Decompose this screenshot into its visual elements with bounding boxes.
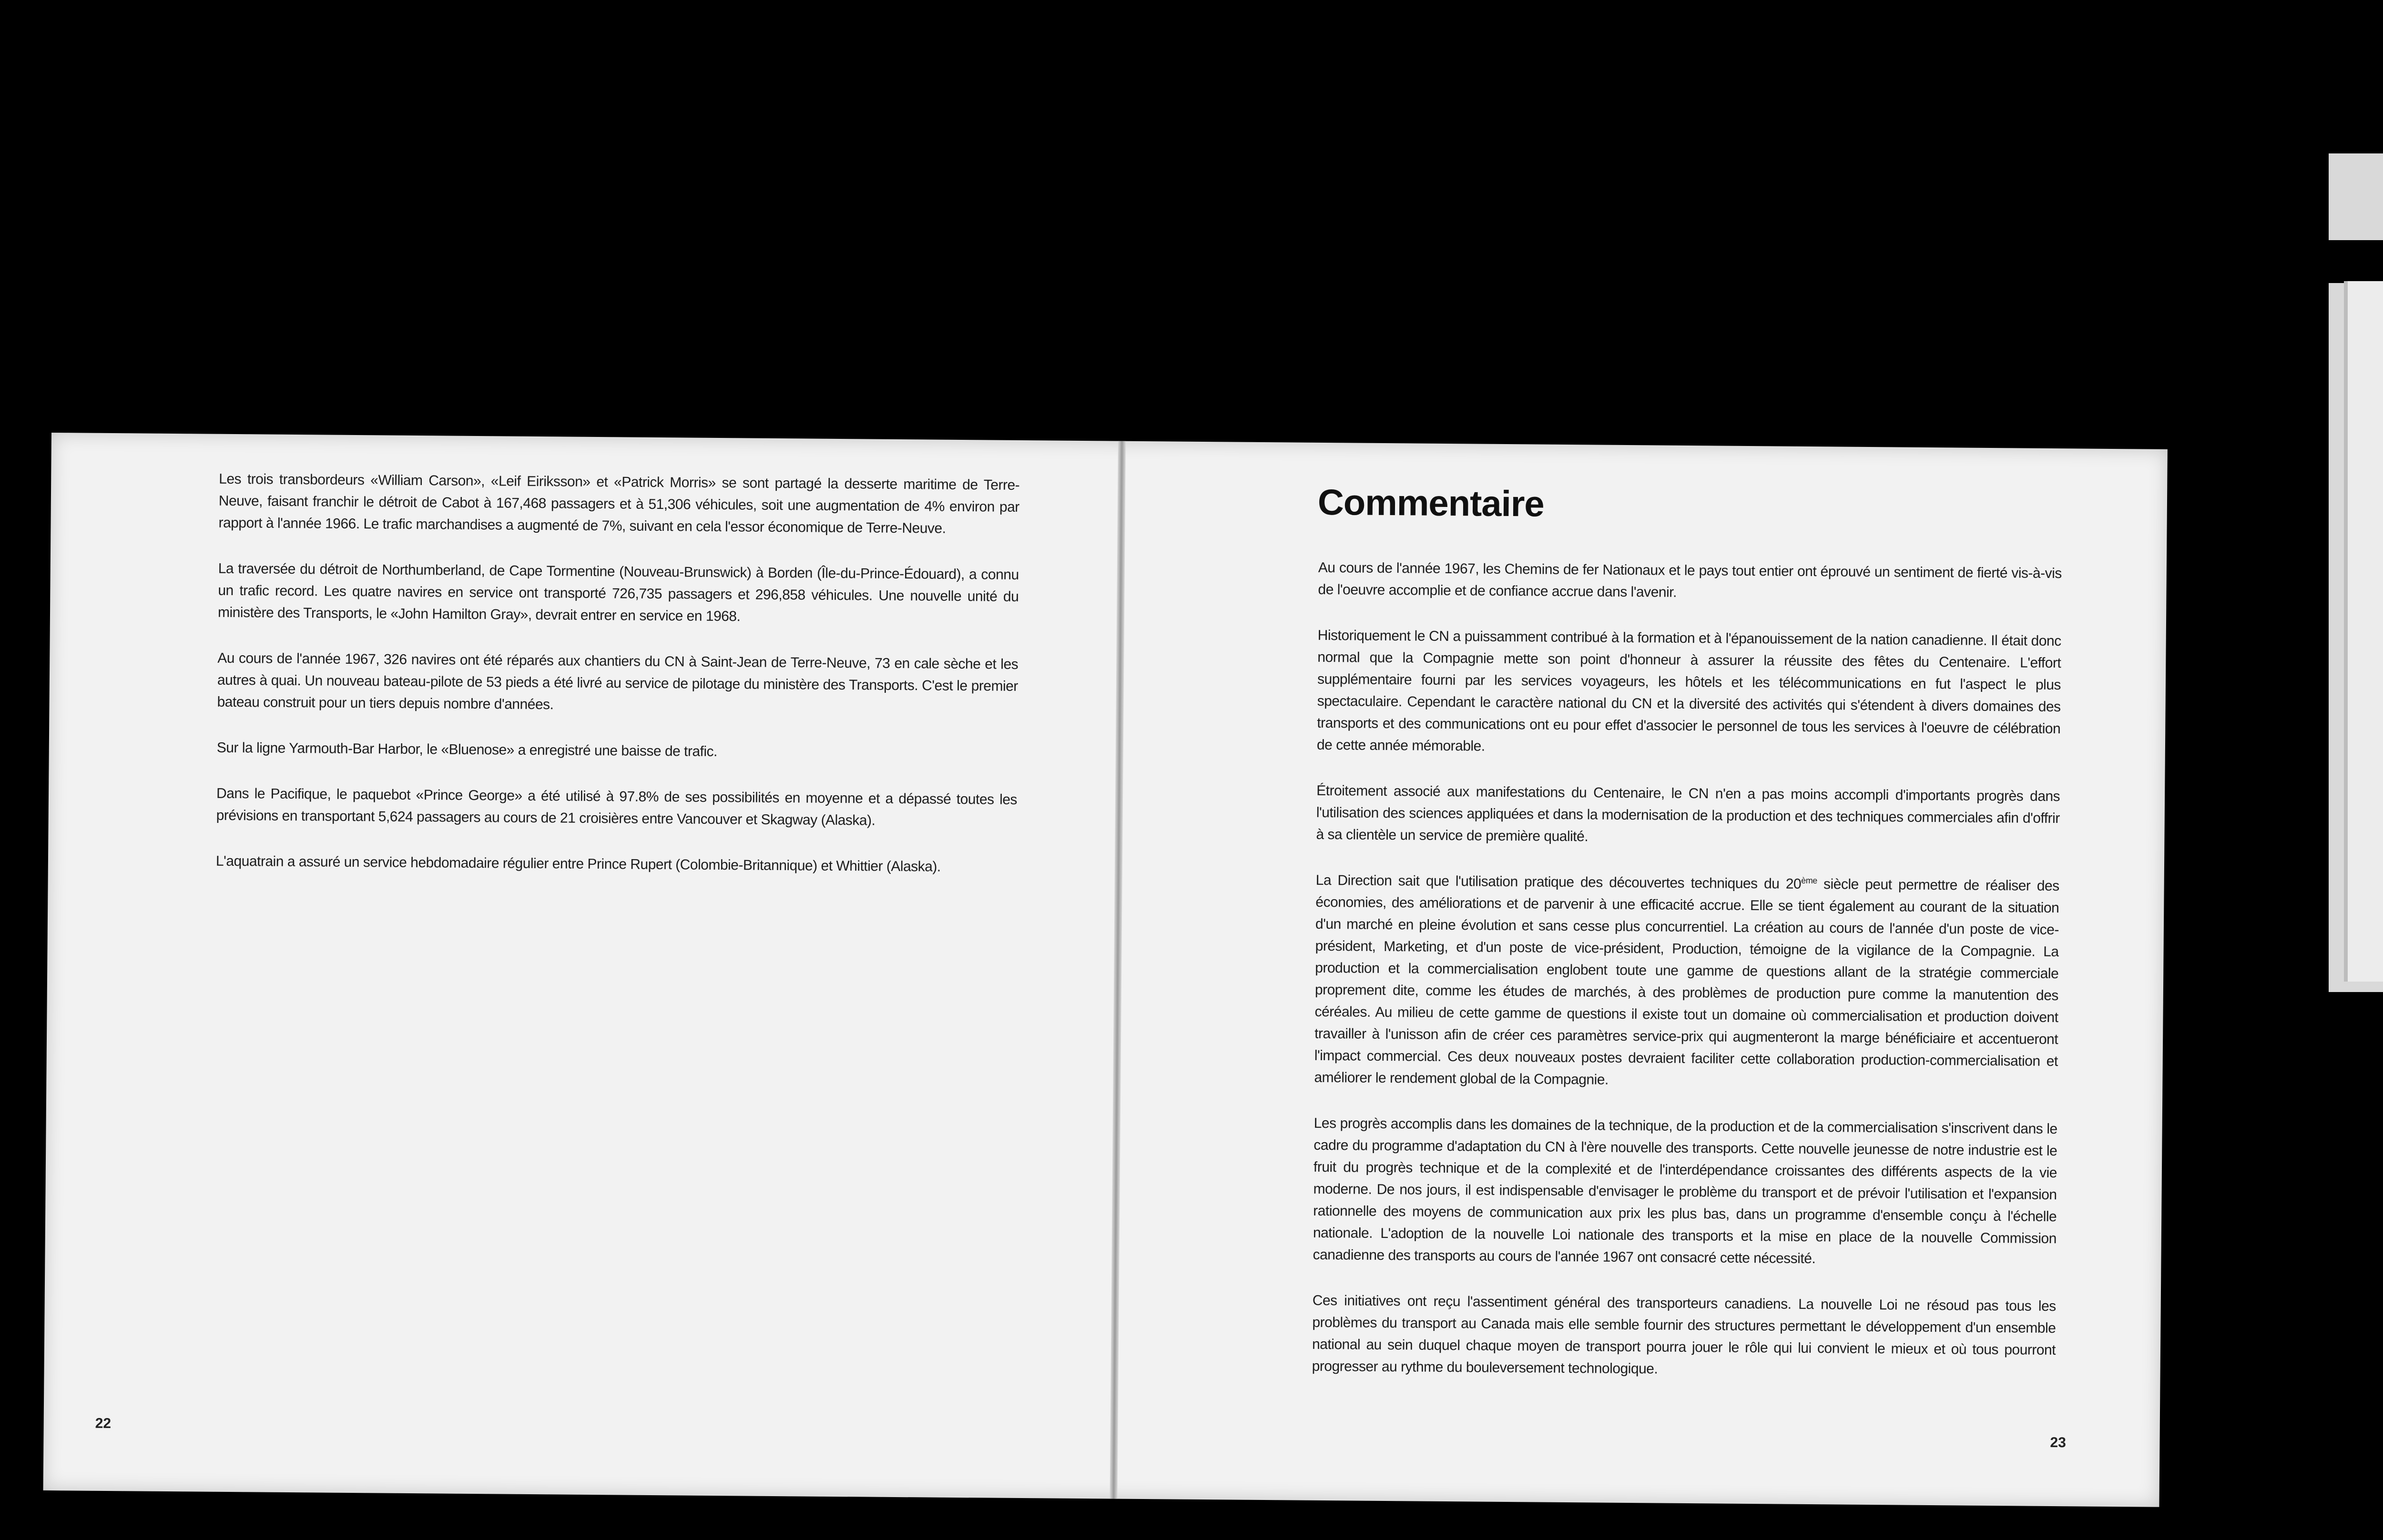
paragraph: Sur la ligne Yarmouth-Bar Harbor, le «Bluenose» a enregistré une baisse de trafic.	[216, 740, 718, 760]
book-spread	[43, 433, 2168, 1507]
section-heading: Commentaire	[1317, 482, 1544, 525]
paragraph-direction	[1314, 870, 2059, 1094]
paragraph: Les progrès accomplis dans les domaines de la technique, de la production et de la commercialisation s'inscrivent dans le cadre du programme d'adaptation du CN à l'ère nouvelle des transports. Cette nouvelle jeunesse de notre industrie est le fruit du progrès technique et de la complexité et de l'interdépendance croissantes des différents aspects de la vie moderne. De nos jours, il est indispensable d'envisager le problème du transport et de prévoir l'utilisation et l'expansion rationnelle des moyens de communication aux prix les plus bas, dans un programme d'ensemble conçu à l'échelle nationale. L'adoption de la nouvelle Loi nationale des transports et la mise en place de la nouvelle Commission canadienne des transports au cours de l'année 1967 ont consacré cette nécessité.	[1313, 1115, 2057, 1267]
paragraph: Au cours de l'année 1967, 326 navires ont été réparés aux chantiers du CN à Saint-Jean de Terre-Neuve, 73 en cale sèche et les autres à quai. Un nouveau bateau-pilote de 53 pieds a été livré au service de pilotage du ministère des Transports. C'est le premier bateau construit pour un tiers depuis nombre d'années.	[217, 650, 1018, 713]
left-page	[43, 433, 1124, 1499]
left-page-text	[215, 468, 1019, 902]
paragraph-text: La Direction sait que l'utilisation pratique des découvertes techniques du 20	[1315, 872, 1802, 892]
paragraph: Étroitement associé aux manifestations du Centenaire, le CN n'en a pas moins accompli d'importants progrès dans l'utilisation des sciences appliquées et dans la modernisation de la production et des techniques commerciales afin d'offrir à sa clientèle un service de première qualité.	[1316, 782, 2060, 845]
paragraph: Ces initiatives ont reçu l'assentiment général des transporteurs canadiens. La nouvelle Loi ne résoud pas tous les problèmes du transport au Canada mais elle semble fournir des structures permettant le développement d'un ensemble national au sein duquel chaque moyen de transport pourra jouer le rôle qui lui convient le mieux et où tous pourront progresser au rythme du bouleversement technologique.	[1312, 1292, 2056, 1377]
superscript: ème	[1801, 875, 1817, 886]
paragraph: Dans le Pacifique, le paquebot «Prince George» a été utilisé à 97.8% de ses possibilités en moyenne et a dépassé toutes les prévisions en transportant 5,624 passagers au cours de 21 croisières entre Vancouver et Skagway (Alaska).	[216, 785, 1018, 829]
archive-label-notch	[2329, 240, 2383, 283]
paragraph: Au cours de l'année 1967, les Chemins de fer Nationaux et le pays tout entier ont éprouvé un sentiment de fierté vis-à-vis de l'oeuvre accomplie et de confiance accrue dans l'avenir.	[1318, 559, 2062, 600]
page-number: 23	[2050, 1435, 2066, 1451]
right-page	[1115, 441, 2167, 1507]
paragraph: La traversée du détroit de Northumberland, de Cape Tormentine (Nouveau-Brunswick) à Borden (Île-du-Prince-Édouard), a connu un trafic record. Les quatre navires en service ont transporté 726,735 passagers et 296,858 véhicules. Une nouvelle unité du ministère des Transports, le «John Hamilton Gray», devrait entrer en service en 1968.	[217, 560, 1019, 625]
paragraph: Les trois transbordeurs «William Carson», «Leif Eiriksson» et «Patrick Morris» se sont partagé la desserte maritime de Terre-Neuve, faisant franchir le détroit de Cabot à 167,468 passagers et à 51,306 véhicules, soit une augmentation de 4% environ par rapport à l'année 1966. Le trafic marchandises a augmenté de 7%, suivant en cela l'essor économique de Terre-Neuve.	[218, 471, 1020, 537]
paragraph-text: siècle peut permettre de réaliser des économies, des améliorations et de parvenir à une efficacité accrue. Elle se tient également au courant de la situation d'un marché en pleine évolution et sans cesse plus concurrentiel. La création au cours de l'année d'un poste de vice-président, Marketing, et d'un poste de vice-président, Production, témoigne de la vigilance de la Compagnie. La production et la commercialisation englobent toute une gamme de questions allant de la stratégie commerciale proprement dite, comme les études de marchés, à des problèmes de production pure comme la manutention des céréales. Au milieu de cette gamme de questions il existe tout un domaine où commercialisation et production doivent travailler à l'unisson afin de créer ces paramètres service-prix qui augmenteront la marge bénéficiaire et accentueront l'impact commercial. Ces deux nouveaux postes devraient faciliter cette collaboration production-commercialisation et améliorer le rendement global de la Compagnie.	[1314, 876, 2059, 1088]
page-number: 22	[95, 1415, 112, 1432]
paragraph: L'aquatrain a assuré un service hebdomadaire régulier entre Prince Rupert (Colombie-Britannique) et Whittier (Alaska).	[215, 853, 941, 875]
paragraph: Historiquement le CN a puissamment contribué à la formation et à l'épanouissement de la nation canadienne. Il était donc normal que la Compagnie mette son point d'honneur à assurer la réussite des fêtes du Centenaire. L'effort supplémentaire fourni par les services voyageurs, les hôtels et les télécommunications en fut l'aspect le plus spectaculaire. Cependant le caractère national du CN et la diversité des activités qui s'étendent à divers domaines des transports et des communications ont eu pour effet d'associer le personnel de tous les services à l'oeuvre de célébration de cette année mémorable.	[1316, 627, 2061, 754]
right-page-text	[1312, 557, 2062, 1407]
archive-label-strip	[2344, 281, 2383, 982]
